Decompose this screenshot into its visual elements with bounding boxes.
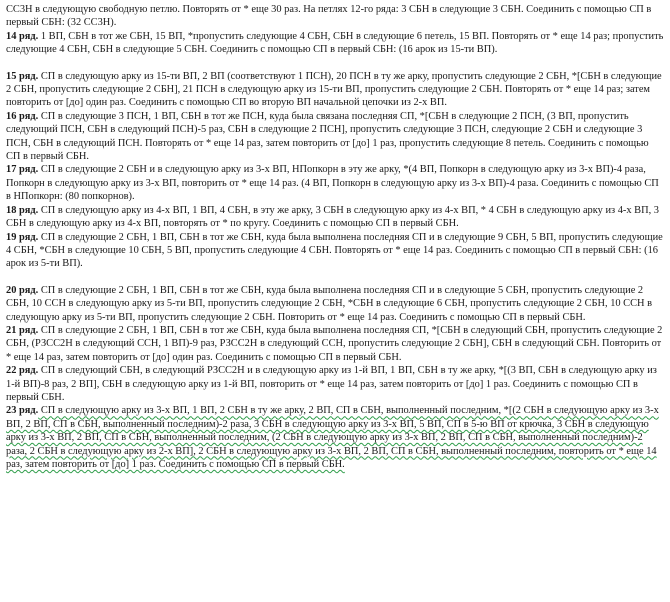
paragraph-row-16 — [6, 110, 664, 164]
paragraph-row-14 — [6, 30, 664, 57]
paragraph-text: СП в следующие 2 СБН, 1 ВП, СБН в тот же СБН, куда была выполнена последняя СП и в следующие 9 СБН, 5 ВП, пропустить следующие 4 СБН, *СБН в следующие 10 СБН, 5 ВП, пропустить следующие 4 СБН. Повторять от * еще 14 раз. Соединить с помощью СП в первый СБН: (16 арок из 5-ти ВП). — [6, 231, 663, 270]
row-label: 23 ряд. — [6, 405, 39, 417]
paragraph-spacer — [6, 57, 664, 70]
paragraph-row-18 — [6, 204, 664, 231]
row-label: 22 ряд. — [6, 365, 39, 377]
paragraph-row-19 — [6, 231, 664, 271]
paragraph-text: СП в следующую арку из 4-х ВП, 1 ВП, 4 СБН, в эту же арку, 3 СБН в следующую арку из 4-х ВП, * 4 СБН в следующую арку из 4-х ВП, 3 СБН в следующую арку из 4-х ВП, повторять от * по кругу. Соединить с помощью СП в первый СБН. — [6, 204, 659, 230]
row-label: 18 ряд. — [6, 204, 39, 216]
paragraph-intro — [6, 3, 664, 30]
paragraph-text-spellcheck-underlined: СП в следующую арку из 3-х ВП, 1 ВП, 2 СБН в ту же арку, 2 ВП, СП в СБН, выполненный последним, *[(2 СБН в следующую арку из 3-х ВП, 2 ВП, СП в СБН, выполненный последним)-2 раза, 3 СБН в следующую арку из 3-х ВП, 5 ВП, СП в 5-ю ВП от крючка, 3 СБН в следующую арку из 3-х ВП, 2 ВП, СП в СБН, выполненный последним, (2 СБН в следующую арку из 3-х ВП, 2 ВП, СП в СБН, выполненный последним)-2 раза, 2 СБН в следующую арку из 2-х ВП], 2 СБН в следующую арку из 3-х ВП, 2 ВП, СП в СБН, выполненный последним, повторить от * еще 14 раз, затем повторить от [до] 1 раз. Соединить с помощью СП в первый СБН. — [6, 405, 659, 470]
paragraph-text: СП в следующие 2 СБН и в следующую арку из 3-х ВП, НПопкорн в эту же арку, *(4 ВП, Попкорн в следующую арку из 3-х ВП)-4 раза, Попкорн в следующую арку из 3-х ВП, повторить от * еще 14 раз. (4 ВП, Попкорн в следующую арку из 3-х ВП)-4 раза. Соединить с помощью СП в НПопкорн: (80 попкорнов). — [6, 164, 659, 203]
row-label: 21 ряд. — [6, 324, 39, 336]
paragraph-row-15 — [6, 70, 664, 110]
paragraph-text: СП в следующие 2 СБН, 1 ВП, СБН в тот же СБН, куда была выполнена последняя СП и в следующие 5 СБН, пропустить следующие 2 СБН, 10 ССН в следующую арку из 5-ти ВП, пропустить следующие 2 СБН, *СБН в следующие 6 СБН, пропустить следующие 2 СБН, 10 ССН в следующую арку из 5-ти ВП, пропустить следующие 2 СБН. Повторить от * еще 14 раз. Соединить с помощью СП в первый СБН. — [6, 284, 653, 323]
paragraph-row-20 — [6, 284, 664, 324]
row-label: 15 ряд. — [6, 70, 39, 82]
paragraph-text: СП в следующую арку из 15-ти ВП, 2 ВП (соответствуют 1 ПСН), 20 ПСН в ту же арку, пропустить следующие 2 СБН, *[СБН в следующие 2 СБН, пропустить следующие 2 СБН], 21 ПСН в следующую арку из 15-ти ВП, пропустить следующие 2 СБН. Повторять от * еще 14 раз; затем повторить от [до] один раз. Соединить с помощью СП во вторую ВП начальной цепочки из 2-х ВП. — [6, 70, 662, 109]
paragraph-row-22 — [6, 364, 664, 404]
row-label: 17 ряд. — [6, 164, 39, 176]
paragraph-text: СС3Н в следующую свободную петлю. Повторять от * еще 30 раз. На петлях 12-го ряда: 3 СБН в следующие 3 СБН. Соединить с помощью СП в первый СБН: (32 СС3Н). — [6, 4, 652, 29]
paragraph-text: СП в следующие 2 СБН, 1 ВП, СБН в тот же СБН, куда была выполнена последняя СП, *[СБН в следующий СБН, пропустить следующие 2 СБН, (РЗСС2Н в следующий ССН, 1 ВП)-9 раз, РЗСС2Н в следующий ССН, пропустить следующие 2 СБН], СБН в следующий СБН. Повторить от * еще 14 раз, затем повторить от [до] один раз. Соединить с помощью СП в первый СБН. — [6, 324, 663, 363]
paragraph-text: СП в следующие 3 ПСН, 1 ВП, СБН в тот же ПСН, куда была связана последняя СП, *[СБН в следующие 2 ПСН, (3 ВП, пропустить следующий ПСН, СБН в следующий ПСН)-5 раз, СБН в следующие 2 ПСН], пропустить следующие 3 ПСН, следующие 2 СБН и следующие 3 ПСН, СБН в следующий ПСН. Повторять от * еще 14 раз, затем повторить от [до] 1 раз, пропустить следующие 8 петель. Соединить с помощью СП в первый СБН. — [6, 110, 649, 163]
row-label: 19 ряд. — [6, 231, 39, 243]
paragraph-row-17 — [6, 163, 664, 203]
paragraph-text: 1 ВП, СБН в тот же СБН, 15 ВП, *пропустить следующие 4 СБН, СБН в следующие 6 петель, 15 ВП. Повторять от * еще 14 раз; пропустить следующие 4 СБН, СБН в следующие 5 СБН. Соединить с помощью СП в первый СБН: (16 арок из 15-ти ВП). — [6, 30, 664, 56]
paragraph-row-21 — [6, 324, 664, 364]
row-label: 16 ряд. — [6, 110, 39, 122]
paragraph-spacer — [6, 271, 664, 284]
paragraph-row-23 — [6, 404, 664, 471]
paragraph-text: СП в следующий СБН, в следующий РЗСС2Н и в следующую арку из 1-й ВП, 1 ВП, СБН в ту же арку, *[(3 ВП, СБН в следующую арку из 1-й ВП)-8 раз, 2 ВП], СБН в следующую арку из 1-й ВП, повторить от * еще 14 раз, затем повторить от [до] 1 раз. Соединить с помощью СП в первый СБН. — [6, 365, 657, 403]
row-label: 14 ряд. — [6, 30, 39, 42]
row-label: 20 ряд. — [6, 284, 39, 296]
